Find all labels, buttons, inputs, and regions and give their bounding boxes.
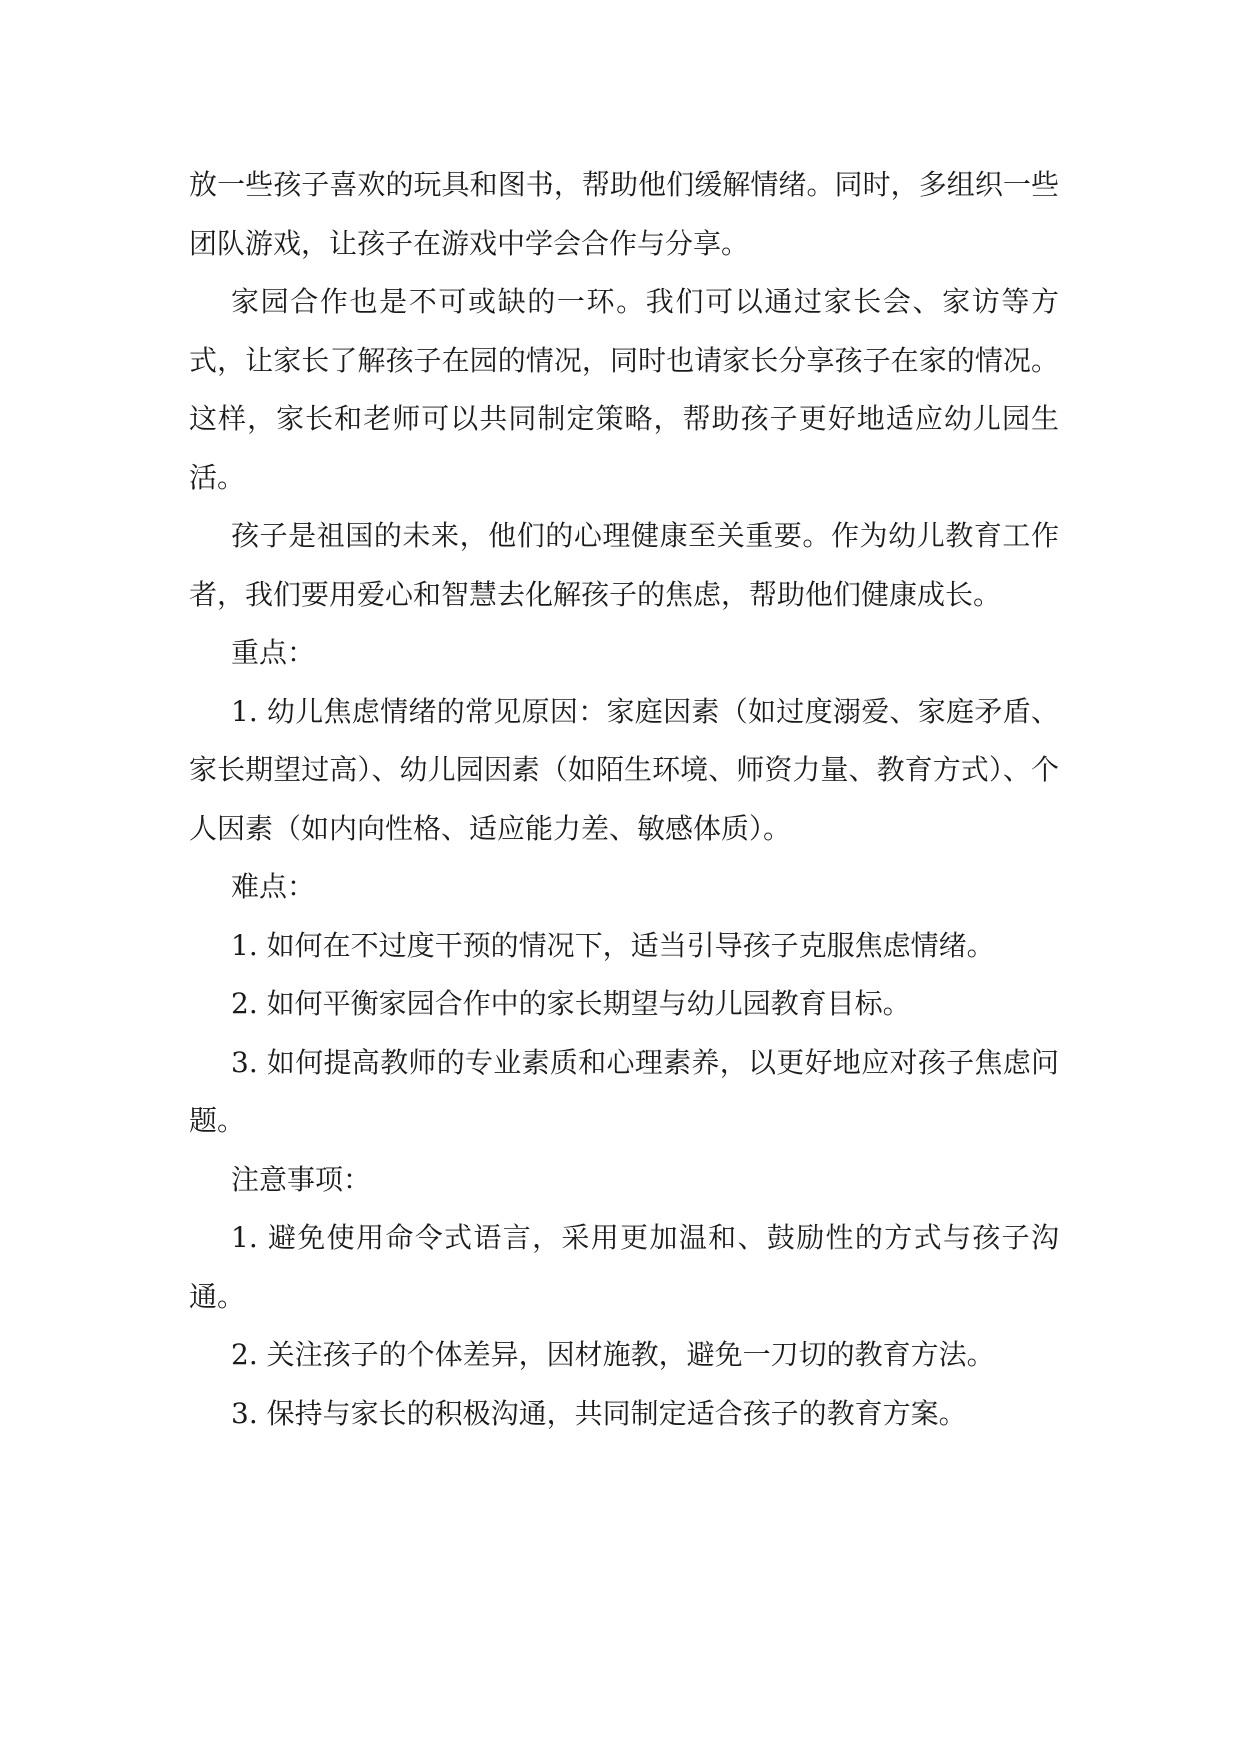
key-point-item-1: 1. 幼儿焦虑情绪的常见原因：家庭因素（如过度溺爱、家庭矛盾、家长期望过高）、幼儿园因素（如陌生环境、师资力量、教育方式）、个人因素（如内向性格、适应能力差、敏感体质）。: [189, 694, 1059, 845]
difficulty-item-2: 2. 如何平衡家园合作中的家长期望与幼儿园教育目标。: [231, 987, 911, 1020]
heading-notes: 注意事项：: [231, 1162, 372, 1196]
heading-difficulties: 难点：: [231, 870, 316, 903]
paragraph-home-school-cooperation: 家园合作也是不可或缺的一环。我们可以通过家长会、家访等方式，让家长了解孩子在园的情况，同时也请家长分享孩子在家的情况。这样，家长和老师可以共同制定策略，帮助孩子更好地适应幼儿园生活。: [189, 285, 1059, 494]
note-item-1: 1. 避免使用命令式语言，采用更加温和、鼓励性的方式与孩子沟通。: [189, 1221, 1059, 1313]
note-item-2: 2. 关注孩子的个体差异，因材施教，避免一刀切的教育方法。: [231, 1338, 995, 1371]
paragraph-continuation: 放一些孩子喜欢的玩具和图书，帮助他们缓解情绪。同时，多组织一些团队游戏，让孩子在游戏中学会合作与分享。: [189, 168, 1059, 260]
heading-key-points: 重点：: [231, 636, 316, 669]
note-item-3: 3. 保持与家长的积极沟通，共同制定适合孩子的教育方案。: [231, 1396, 967, 1430]
document-body: [189, 156, 1059, 1443]
difficulty-item-3: 3. 如何提高教师的专业素质和心理素养，以更好地应对孩子焦虑问题。: [189, 1045, 1059, 1137]
paragraph-conclusion: 孩子是祖国的未来，他们的心理健康至关重要。作为幼儿教育工作者，我们要用爱心和智慧去化解孩子的焦虑，帮助他们健康成长。: [189, 519, 1059, 611]
difficulty-item-1: 1. 如何在不过度干预的情况下，适当引导孩子克服焦虑情绪。: [231, 928, 995, 962]
